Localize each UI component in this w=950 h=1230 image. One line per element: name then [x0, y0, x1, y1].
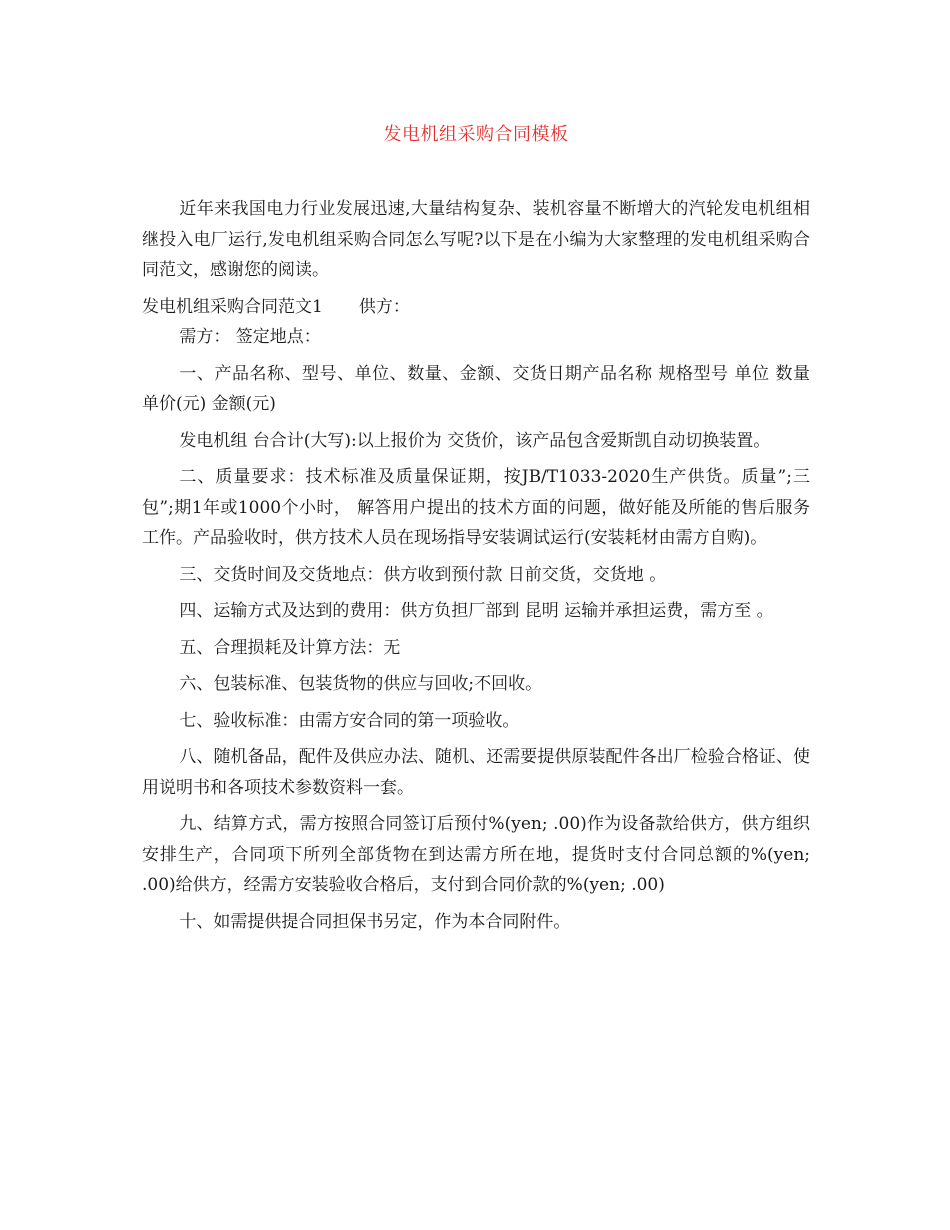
clause-paragraph: 一、产品名称、型号、单位、数量、金额、交货日期产品名称 规格型号 单位 数量 单价(元) 金额(元)	[142, 363, 810, 414]
clause-paragraph: 七、验收标准：由需方安合同的第一项验收。	[179, 710, 520, 731]
clause-paragraph: 发电机组 台合计(大写):以上报价为 交货价，该产品包含爱斯凯自动切换装置。	[179, 430, 771, 451]
clause-paragraph: 四、运输方式及达到的费用：供方负担厂部到 昆明 运输并承担运费，需方至 。	[179, 601, 774, 621]
clause-paragraph: 五、合理损耗及计算方法：无	[179, 637, 401, 658]
sample-heading-line	[142, 292, 810, 323]
intro-paragraph: 近年来我国电力行业发展迅速,大量结构复杂、装机容量不断增大的汽轮发电机组相继投入电厂运行,发电机组采购合同怎么写呢?以下是在小编为大家整理的发电机组采购合同范文，感谢您的阅读。	[142, 199, 810, 280]
clause-paragraph: 二、质量要求：技术标准及质量保证期，按JB/T1033-2020生产供货。质量”;三包”;期1年或1000个小时， 解答用户提出的技术方面的问题，做好能及所能的售后服务工作。产品验收时，供方技术人员在现场指导安装调试运行(安装耗材由需方自购)。	[142, 467, 810, 548]
clause-paragraph: 三、交货时间及交货地点：供方收到预付款 日前交货，交货地 。	[179, 564, 667, 585]
clause-paragraph: 九、结算方式，需方按照合同签订后预付%(yen; .00)作为设备款给供方，供方组织安排生产，合同项下所列全部货物在到达需方所在地，提货时支付合同总额的%(yen; .00)给供方，经需方安装验收合格后，支付到合同价款的%(yen; .00)	[142, 814, 810, 895]
sample-heading: 发电机组采购合同范文1	[142, 296, 323, 317]
clause-paragraph: 八、随机备品，配件及供应办法、随机、还需要提供原装配件各出厂检验合格证、使用说明书和各项技术参数资料一套。	[142, 747, 810, 798]
supplier-label: 供方：	[358, 296, 410, 317]
clause-paragraph: 六、包装标准、包装货物的供应与回收;不回收。	[179, 674, 543, 694]
clause-paragraph: 十、如需提供提合同担保书另定，作为本合同附件。	[179, 911, 571, 932]
buyer-line: 需方： 签定地点：	[179, 327, 321, 347]
document-body	[142, 194, 810, 943]
document-title: 发电机组采购合同模板	[383, 124, 569, 145]
